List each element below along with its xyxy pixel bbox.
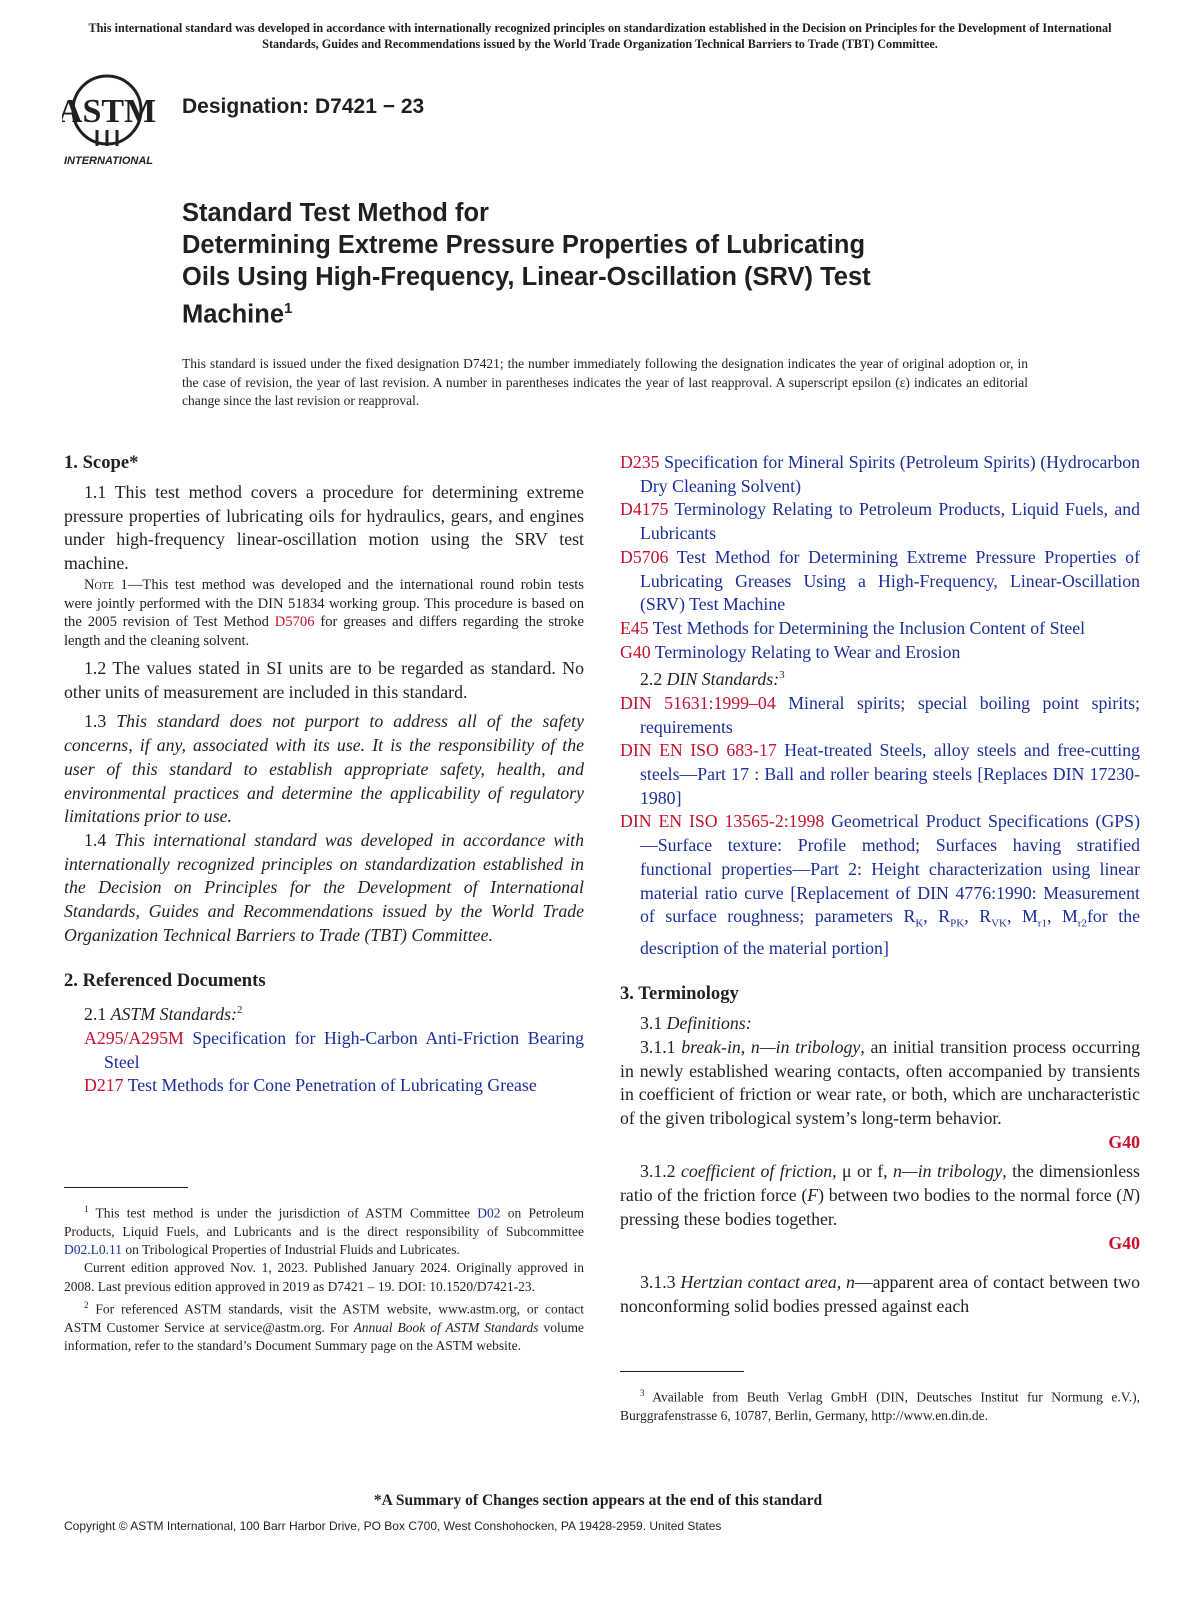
astm-standards-label: 2.1 ASTM Standards:$^2$	[84, 1004, 243, 1025]
wto-notice: This international standard was developed in accordance with internationally recognized principles on standardization established in the Decision on Principles for the Development of International Standards, Guides and Recommendations issued by the World Trade Organization Technical Barriers to Trade (TBT) Committee.	[88, 21, 1112, 51]
copyright: Copyright © ASTM International, 100 Barr Harbor Drive, PO Box C700, West Conshohocken, PA 19428-2959. United States	[64, 1519, 722, 1533]
term-break-in-source: G40	[1108, 1131, 1140, 1152]
document-title	[182, 197, 1042, 331]
term-break-in: 3.1.1 break-in, n—in tribology, an initial transition process occurring in newly established wearing contacts, often accompanied by transients in coefficient of friction or wear rate, or both, which are uncharacteristic of the given tribological system’s long-term behavior.	[620, 1036, 1141, 1129]
astm-logo	[62, 70, 170, 168]
ref-din-683-17[interactable]: DIN EN ISO 683-17 Heat-treated Steels, alloy steels and free-cutting steels—Part 17 : Ball and roller bearing steels [Replaces DIN 17230-1980]	[620, 740, 1140, 808]
ref-d5706[interactable]: D5706 Test Method for Determining Extreme Pressure Properties of Lubricating Greases Using a High-Frequency, Linear-Oscillation (SRV) Test Machine	[620, 546, 1140, 615]
title-line-3: Oils Using High-Frequency, Linear-Oscillation (SRV) Test	[182, 263, 871, 291]
right-footnotes	[620, 1371, 1140, 1425]
ref-d217[interactable]: D217 Test Methods for Cone Penetration of Lubricating Grease	[84, 1075, 537, 1096]
ref-g40[interactable]: G40 Terminology Relating to Wear and Erosion	[620, 641, 961, 662]
footnote-3: $^3$ Available from Beuth Verlag GmbH (DIN, Deutsches Institut fur Normung e.V.), Burggrafenstrasse 6, 10787, Berlin, Germany, http://www.en.din.de.	[620, 1388, 1140, 1423]
issued-note: This standard is issued under the fixed designation D7421; the number immediately following the designation indicates the year of original adoption or, in the case of revision, the year of last revision. A number in parentheses indicates the year of last reapproval. A superscript epsilon (ε) indicates an editorial change since the last revision or reapproval.	[182, 356, 1028, 408]
ref-din-13565-2[interactable]: DIN EN ISO 13565-2:1998 Geometrical Product Specifications (GPS)—Surface texture: Profile method; Surfaces having stratified functional properties—Part 2: Height characterization using linear material ratio curve [Replacement of DIN 4776:1990: Measurement of surface roughness; parameters $R_K$, $R_{PK}$, $R_{VK}$, $M_{r1}$, $M_{r2}for$ the description of the material portion]	[620, 811, 1140, 958]
title-footnote-mark: 1	[284, 300, 293, 317]
designation: Designation: D7421 − 23	[182, 95, 425, 118]
ref-e45[interactable]: E45 Test Methods for Determining the Inclusion Content of Steel	[620, 617, 1086, 638]
left-column	[64, 451, 584, 1098]
term-hertzian-contact-area: 3.1.3 Hertzian contact area, n—apparent area of contact between two nonconforming solid bodies pressed against each	[620, 1272, 1140, 1316]
definitions-label: 3.1 Definitions:	[640, 1013, 752, 1034]
title-line-2: Determining Extreme Pressure Properties of Lubricating	[182, 231, 866, 259]
ref-din-51631[interactable]: DIN 51631:1999–04 Mineral spirits; special boiling point spirits; requirements	[620, 692, 1140, 737]
footnote-rule	[64, 1187, 188, 1188]
section-1-4: 1.4 This international standard was developed in accordance with internationally recognized principles on standardization established in the Decision on Principles for the Development of International Standards, Guides and Recommendations issued by the World Trade Organization Technical Barriers to Trade (TBT) Committee.	[64, 829, 585, 945]
subcommittee-link[interactable]: D02.L0.11	[64, 1242, 122, 1258]
ref-d4175[interactable]: D4175 Terminology Relating to Petroleum Products, Liquid Fuels, and Lubricants	[620, 499, 1140, 544]
title-line-1: Standard Test Method for	[182, 199, 489, 227]
summary-of-changes-note: *A Summary of Changes section appears at the end of this standard	[373, 1492, 823, 1509]
section-1-3: 1.3 This standard does not purport to address all of the safety concerns, if any, associated with its use. It is the responsibility of the user of this standard to establish appropriate safety, health, and environmental practices and determine the applicability of regulatory limitations prior to use.	[64, 711, 584, 827]
footnote-1: $^1$ This test method is under the jurisdiction of ASTM Committee D02 on Petroleum Products, Liquid Fuels, and Lubricants and is the direct responsibility of Subcommittee D02.L0.11 on Tribological Properties of Industrial Fluids and Lubricates.	[64, 1204, 584, 1258]
note-label: Note	[84, 576, 114, 593]
note-1: Note 1—This test method was developed and the international round robin tests were jointly performed with the DIN 51834 working group. This procedure is based on the 2005 revision of Test Method D5706 for greases and differs regarding the stroke length and the cleaning solvent.	[64, 576, 584, 650]
committee-link-d02[interactable]: D02	[477, 1205, 501, 1221]
title-line-4: Machine	[182, 300, 285, 329]
logo-subtitle: INTERNATIONAL	[64, 155, 154, 167]
ref-d235[interactable]: D235 Specification for Mineral Spirits (Petroleum Spirits) (Hydrocarbon Dry Cleaning Solvent)	[620, 452, 1140, 496]
footnote-2: $^2$ For referenced ASTM standards, visit the ASTM website, www.astm.org, or contact ASTM Customer Service at service@astm.org. For Annual Book of ASTM Standards volume information, refer to the standard’s Document Summary page on the ASTM website.	[64, 1299, 584, 1354]
section-1-1: 1.1 This test method covers a procedure for determining extreme pressure properties of lubricating oils for hydraulics, gears, and engines under high-frequency linear-oscillation motion using the SRV test machine.	[64, 482, 584, 574]
logo-text: ASTM	[62, 93, 157, 130]
ref-a295[interactable]: A295/A295M Specification for High-Carbon Anti-Friction Bearing Steel	[84, 1028, 584, 1072]
scope-heading: 1. Scope*	[64, 452, 139, 473]
term-coefficient-source: G40	[1108, 1232, 1140, 1253]
section-1-2: 1.2 The values stated in SI units are to be regarded as standard. No other units of measurement are included in this standard.	[64, 658, 584, 702]
footnote-rule-right	[620, 1371, 744, 1372]
footnote-1-edition: Current edition approved Nov. 1, 2023. Published January 2024. Originally approved in 2008. Last previous edition approved in 2019 as D7421 – 19. DOI: 10.1520/D7421-23.	[64, 1260, 584, 1294]
note-link-d5706[interactable]: D5706	[274, 614, 315, 631]
term-coefficient-of-friction: 3.1.2 coefficient of friction, μ or f, n—in tribology, the dimensionless ratio of the friction force (F) between two bodies to the normal force (N) pressing these bodies together.	[620, 1161, 1140, 1229]
din-standards-label: 2.2 DIN Standards:$^3$	[640, 669, 785, 690]
right-column	[620, 451, 1140, 1319]
refdocs-heading: 2. Referenced Documents	[64, 970, 266, 992]
left-footnotes	[64, 1187, 584, 1355]
terminology-heading: 3. Terminology	[620, 983, 739, 1005]
